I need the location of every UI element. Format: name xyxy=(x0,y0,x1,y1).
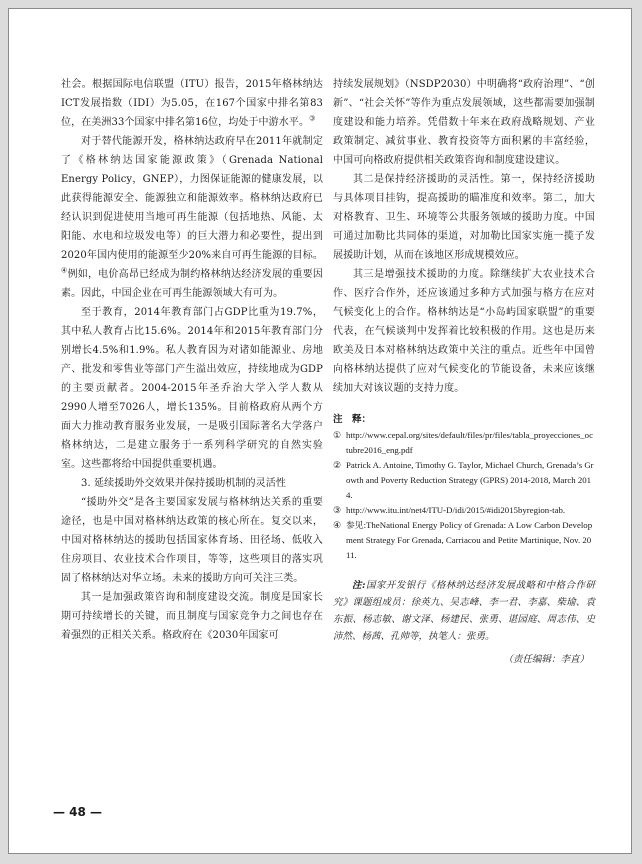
left-column xyxy=(61,75,323,645)
paragraph: 社会。根据国际电信联盟（ITU）报告，2015年格林纳达ICT发展指数（IDI）为5.05，在167个国家中排名第83位，在美洲33个国家中排名第16位，均处于中游水平。③ xyxy=(61,79,323,128)
note-item: ① http://www.cepal.org/sites/default/files/pr/files/tabla_proyecciones_octubre2016_eng.pdf xyxy=(333,428,595,458)
paragraph: 对于替代能源开发，格林纳达政府早在2011年就制定了《格林纳达国家能源政策》（Grenada National Energy Policy，GNEP），力图保证能源的健康发展，以此获得能源安全、能源独立和能源效率。格林纳达政府已经认识到促进使用当地可再生能源（包括地热、风能、太阳能、水电和垃圾发电等）的巨大潜力和必要性，提出到2020年国内使用的能源至少20%来自可再生能源的目标。④例如，电价高昂已经成为制约格林纳达经济发展的重要因素。因此，中国企业在可再生能源领域大有可为。 xyxy=(61,136,323,299)
note-item: ③ http://www.itu.int/net4/ITU-D/idi/2015/#idi2015byregion-tab. xyxy=(333,503,595,518)
note-text: Patrick A. Antoine, Timothy G. Taylor, Michael Church, Grenada’s Growth and Poverty Reduction Strategy (GPRS) 2014-2018, March 2014. xyxy=(346,460,594,500)
right-column xyxy=(333,75,595,668)
paragraph: 其三是增强技术援助的力度。除继续扩大农业技术合作、医疗合作外，还应该通过多种方式加强与格方在应对气候变化上的合作。格林纳达是“小岛屿国家联盟”的重要代表，在气候谈判中发挥着比较积极的作用。这也是历来欧美及日本对格林纳达政策中关注的重点。近些年中国曾向格林纳达提供了应对气候变化的节能设备，未来应该继续加大对该议题的支持力度。 xyxy=(333,269,595,394)
note-item: ② Patrick A. Antoine, Timothy G. Taylor, Michael Church, Grenada’s Growth and Poverty Reduction Strategy (GPRS) 2014-2018, March 2014. xyxy=(333,458,595,503)
document-page xyxy=(8,8,632,854)
note-text: 参见:TheNational Energy Policy of Grenada: A Low Carbon Development Strategy For Grenada, Carriacou and Petite Martinique, Nov. 2011. xyxy=(346,520,593,560)
paragraph: 持续发展规划》（NSDP2030）中明确将“政府治理”、“创新”、“社会关怀”等作为重点发展领域，这些都需要加强制度建设和能力培养。凭借数十年来在政府战略规划、产业政策制定、减贫事业、教育投资等方面积累的丰富经验，中国可向格政府提供相关政策咨询和制度建设建议。 xyxy=(333,79,595,166)
footnote-marker: ④ xyxy=(61,266,68,275)
page-number: — 48 — xyxy=(53,805,103,819)
responsible-editor: （责任编辑：李直） xyxy=(503,654,589,665)
notes-list xyxy=(333,428,595,563)
section-heading: 3. 延续援助外交效果并保持援助机制的灵活性 xyxy=(81,478,286,489)
paragraph: 其二是保持经济援助的灵活性。第一，保持经济援助与具体项目挂钩，提高援助的瞄准度和效率。第二，加大对格教育、卫生、环境等公共服务领域的援助力度。中国可通过加勒比共同体的渠道，对加勒比国家实施一揽子发展援助计划，从而在该地区形成规模效应。 xyxy=(333,174,595,261)
footnote-marker: ③ xyxy=(309,114,316,123)
note-text: http://www.cepal.org/sites/default/files/pr/files/tabla_proyecciones_octubre2016_eng.pdf xyxy=(346,430,593,455)
paragraph: “援助外交”是各主要国家发展与格林纳达关系的重要途径，也是中国对格林纳达政策的核心所在。复交以来，中国对格林纳达的援助包括国家体育场、田径场、低收入住房项目、农业技术合作项目，等等，这些项目的落实巩固了格林纳达对华立场。未来的援助方向可关注三类。 xyxy=(61,497,323,584)
paragraph: 至于教育，2014年教育部门占GDP比重为19.7%，其中私人教育占比15.6%。2014年和2015年教育部门分别增长4.5%和1.9%。私人教育因为对诸如能源业、房地产、批发和零售业等部门产生溢出效应，持续地成为GDP的主要贡献者。2004-2015年圣乔治大学入学人数从2990人增至7026人，增长135%。目前格政府从两个方面大力推动教育服务业发展，一是吸引国际著名大学落户格林纳达，二是建立服务于一系列科学研究的自然实验室。这些都将给中国提供重要机遇。 xyxy=(61,307,323,470)
paragraph: 其一是加强政策咨询和制度建设交流。制度是国家长期可持续增长的关键，而且制度与国家竞争力之间也存在着强烈的正相关关系。格政府在《2030年国家可 xyxy=(61,592,323,641)
notes-title: 注 释： xyxy=(333,414,372,425)
research-team-credit: 注:国家开发银行《格林纳达经济发展战略和中格合作研究》课题组成员：徐英九、吴志峰、李一君、李嘉、柴瑜、袁东振、杨志敏、谢文泽、杨建民、张勇、谌园庭、周志伟、史沛然、杨茜、孔帅等，执笔人：张勇。 xyxy=(333,580,595,642)
note-text: http://www.itu.int/net4/ITU-D/idi/2015/#idi2015byregion-tab. xyxy=(346,505,566,515)
note-item: ④ 参见:TheNational Energy Policy of Grenada: A Low Carbon Development Strategy For Grenada, Carriacou and Petite Martinique, Nov. 2011. xyxy=(333,518,595,563)
